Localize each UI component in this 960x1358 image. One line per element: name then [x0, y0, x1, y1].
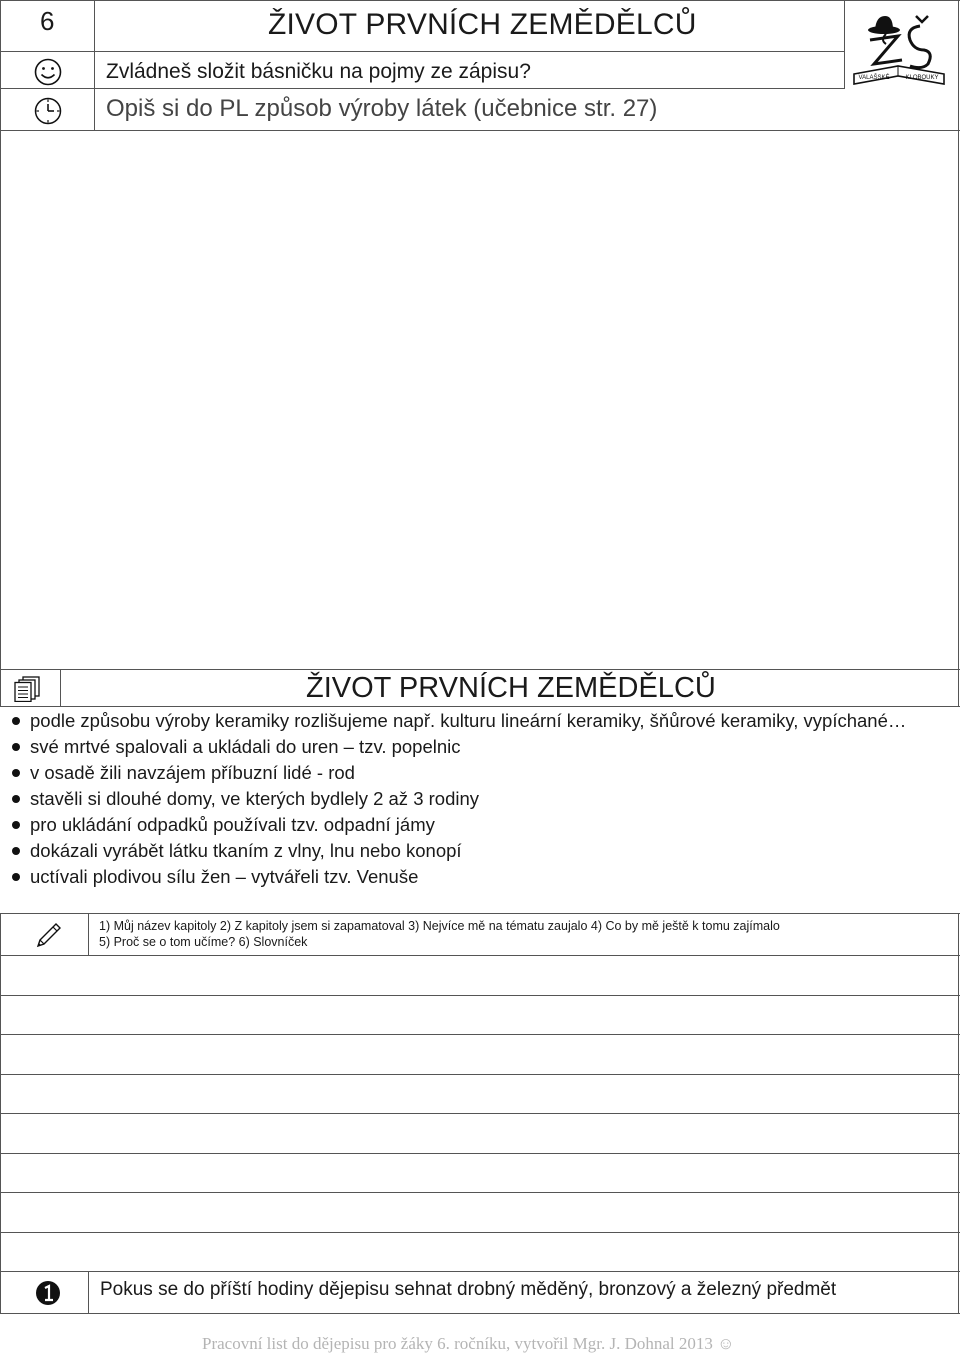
list-item: dokázali vyrábět látku tkaním z vlny, lnu nebo konopí	[8, 838, 948, 864]
list-item: uctívali plodivou sílu žen – vytvářeli tzv. Venuše	[8, 864, 948, 890]
pencil-icon	[34, 920, 64, 950]
bullet-icon	[12, 795, 20, 803]
homework-text: Pokus se do příští hodiny dějepisu sehnat drobný měděný, bronzový a železný předmět	[100, 1279, 837, 1300]
svg-text:KLOBOUKY: KLOBOUKY	[905, 75, 939, 81]
number-one-icon	[35, 1280, 61, 1306]
page-title: ŽIVOT PRVNÍCH ZEMĚDĚLCŮ	[268, 8, 697, 41]
bullet-icon	[12, 743, 20, 751]
smiley-icon	[33, 57, 63, 87]
worksheet-number: 6	[40, 6, 55, 36]
reflection-line-1: 1) Můj název kapitoly 2) Z kapitoly jsem si zapamatoval 3) Nejvíce mě na tématu zaujalo 4) Co by mě ještě k tomu zajímalo	[99, 919, 780, 933]
svg-text:VALAŠSKÉ: VALAŠSKÉ	[858, 75, 890, 81]
footer-credit: Pracovní list do dějepisu pro žáky 6. ročníku, vytvořil Mgr. J. Dohnal 2013 ☺	[202, 1334, 735, 1353]
list-item: v osadě žili navzájem příbuzní lidé - rod	[8, 760, 948, 786]
task-copy: Opiš si do PL způsob výroby látek (učebnice str. 27)	[106, 95, 658, 122]
notes-list	[8, 708, 948, 890]
list-item: pro ukládání odpadků používali tzv. odpadní jámy	[8, 812, 948, 838]
bullet-icon	[12, 847, 20, 855]
list-item: stavěli si dlouhé domy, ve kterých bydlely 2 až 3 rodiny	[8, 786, 948, 812]
notes-icon	[14, 676, 42, 702]
bullet-icon	[12, 769, 20, 777]
school-logo	[850, 6, 948, 88]
reflection-line-2: 5) Proč se o tom učíme? 6) Slovníček	[99, 935, 308, 949]
list-item: své mrtvé spalovali a ukládali do uren – tzv. popelnic	[8, 734, 948, 760]
task-question: Zvládneš složit básničku na pojmy ze zápisu?	[106, 60, 531, 83]
list-item: podle způsobu výroby keramiky rozlišujeme např. kulturu lineární keramiky, šňůrové keramiky, vypíchané…	[8, 708, 948, 734]
clock-icon	[33, 96, 63, 126]
reflection-instructions	[99, 918, 949, 950]
bullet-icon	[12, 717, 20, 725]
bullet-icon	[12, 821, 20, 829]
bullet-icon	[12, 873, 20, 881]
notes-title: ŽIVOT PRVNÍCH ZEMĚDĚLCŮ	[306, 672, 716, 704]
